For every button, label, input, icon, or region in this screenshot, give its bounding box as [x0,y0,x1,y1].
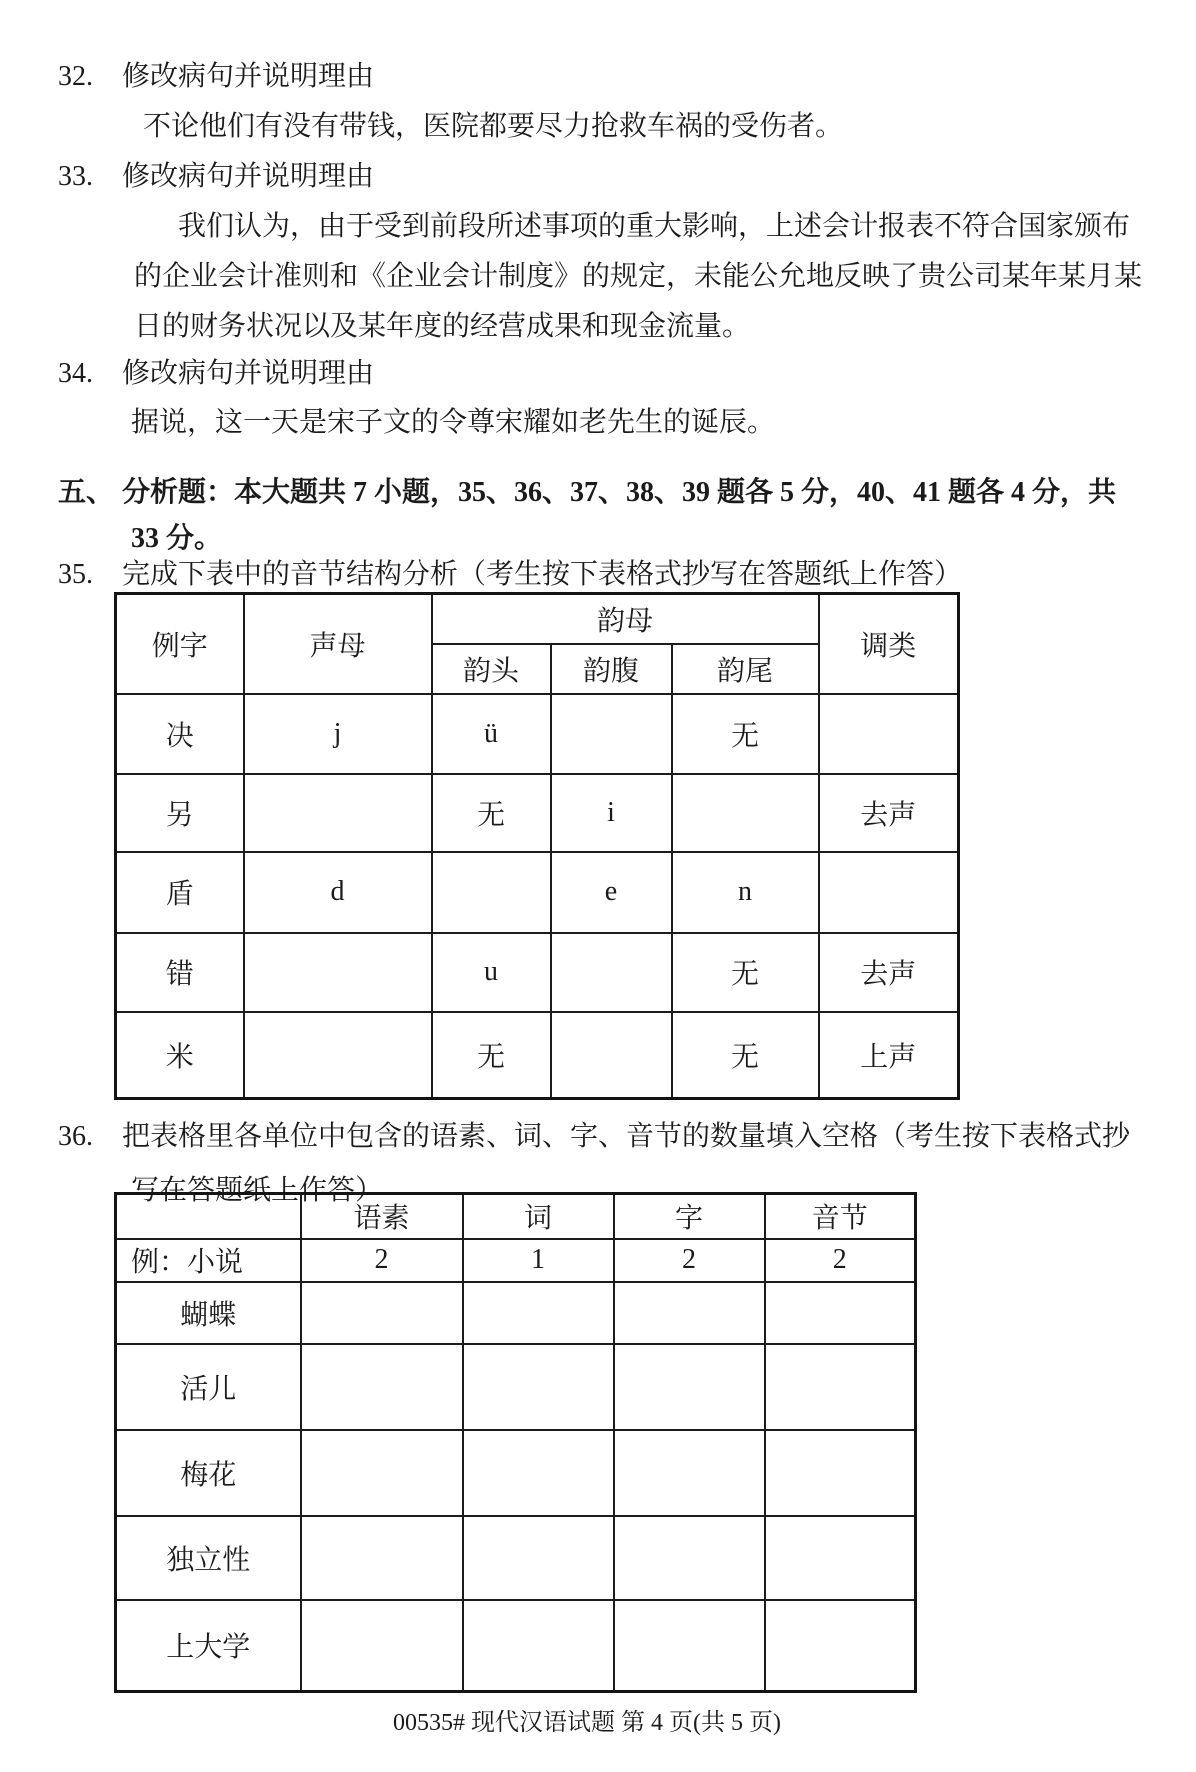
table-cell: 2 [301,1239,463,1282]
table-cell: 米 [116,1012,244,1099]
table-row [116,1012,959,1099]
table-cell: 上声 [819,1012,959,1099]
table-row [116,933,959,1012]
question-34-number: 34. [58,358,93,389]
section-5-heading-line-1 [58,476,1116,510]
question-33-paragraph-line-1: 我们认为，由于受到前段所述事项的重大影响，上述会计报表不符合国家颁布 [178,211,1131,242]
table-cell [551,1012,672,1099]
table-header-row [116,1194,916,1239]
table-cell: 错 [116,933,244,1012]
table-cell: 无 [672,1012,819,1099]
question-33-paragraph-line-2: 的企业会计准则和《企业会计制度》的规定，未能公允地反映了贵公司某年某月某 [134,261,1143,292]
section-5-heading-line-2: 33 分。 [131,523,223,554]
table-row [116,774,959,852]
section-5-text: 分析题：本大题共 7 小题，35、36、37、38、39 题各 5 分，40、41 题各 4 分，共 [122,477,1117,508]
column-header-example-char: 例字 [116,594,244,694]
table-cell [301,1430,463,1516]
table-cell [614,1282,765,1344]
table-cell [301,1344,463,1430]
table-cell [463,1516,614,1600]
table-cell [301,1600,463,1692]
column-header-tone: 调类 [819,594,959,694]
table-cell [765,1344,916,1430]
table-cell [463,1600,614,1692]
section-5-number: 五、 [58,477,115,508]
row-label: 梅花 [116,1430,301,1516]
question-32-number: 32. [58,61,93,92]
table-cell [765,1600,916,1692]
table-cell [301,1282,463,1344]
row-label: 上大学 [116,1600,301,1692]
table-cell [819,694,959,774]
question-33-paragraph-line-3: 日的财务状况以及某年度的经营成果和现金流量。 [134,311,751,342]
question-32-sentence: 不论他们有没有带钱，医院都要尽力抢救车祸的受伤者。 [143,111,844,142]
table-cell [614,1600,765,1692]
table-cell: 无 [432,1012,551,1099]
column-header-final-tail: 韵尾 [672,644,819,694]
row-label: 活儿 [116,1344,301,1430]
table-cell: u [432,933,551,1012]
table-cell [244,774,432,852]
question-35-number: 35. [58,559,93,590]
table-cell: 决 [116,694,244,774]
column-header-morpheme: 语素 [301,1194,463,1239]
syllable-structure-table [114,592,960,1100]
table-row [116,1430,916,1516]
column-header-final-head: 韵头 [432,644,551,694]
table-cell [463,1282,614,1344]
question-33-title: 修改病句并说明理由 [122,161,375,192]
question-34-title: 修改病句并说明理由 [122,358,375,389]
table-cell [432,852,551,933]
page-footer: 00535# 现代汉语试题 第 4 页(共 5 页) [393,1710,781,1736]
question-36-number: 36. [58,1121,93,1152]
table-row [116,694,959,774]
table-cell: e [551,852,672,933]
table-cell: 1 [463,1239,614,1282]
question-35-title: 完成下表中的音节结构分析（考生按下表格式抄写在答题纸上作答） [122,559,963,590]
column-header-blank [116,1194,301,1239]
table-cell: 另 [116,774,244,852]
table-cell: n [672,852,819,933]
table-header-row [116,594,959,644]
question-36-heading [58,1120,1130,1154]
table-cell [819,852,959,933]
table-cell [551,694,672,774]
table-cell [244,1012,432,1099]
table-cell [614,1516,765,1600]
row-label: 例：小说 [116,1239,301,1282]
table-cell: 去声 [819,933,959,1012]
table-cell [765,1282,916,1344]
column-header-initial: 声母 [244,594,432,694]
question-32-title: 修改病句并说明理由 [122,61,375,92]
table-cell: i [551,774,672,852]
table-cell: 2 [765,1239,916,1282]
column-header-final-group: 韵母 [432,594,819,644]
question-33-number: 33. [58,161,93,192]
table-cell: j [244,694,432,774]
question-34-sentence: 据说，这一天是宋子文的令尊宋耀如老先生的诞辰。 [131,407,776,438]
question-36-title-line-1: 把表格里各单位中包含的语素、词、字、音节的数量填入空格（考生按下表格式抄 [122,1121,1131,1152]
table-cell: ü [432,694,551,774]
table-cell [765,1430,916,1516]
table-row [116,1600,916,1692]
table-cell [765,1516,916,1600]
table-cell: 无 [432,774,551,852]
table-cell [244,933,432,1012]
question-32-heading [58,60,374,94]
table-cell: 去声 [819,774,959,852]
table-cell [551,933,672,1012]
table-row [116,1282,916,1344]
table-row [116,1344,916,1430]
table-cell: 无 [672,933,819,1012]
question-35-heading [58,558,962,592]
table-row [116,852,959,933]
question-33-heading [58,160,374,194]
column-header-character: 字 [614,1194,765,1239]
example-row [116,1239,916,1282]
question-34-heading [58,357,374,391]
table-cell: 无 [672,694,819,774]
column-header-syllable: 音节 [765,1194,916,1239]
table-cell [301,1516,463,1600]
row-label: 独立性 [116,1516,301,1600]
table-cell: d [244,852,432,933]
table-cell [463,1344,614,1430]
column-header-final-belly: 韵腹 [551,644,672,694]
column-header-word: 词 [463,1194,614,1239]
table-cell [614,1344,765,1430]
table-cell: 2 [614,1239,765,1282]
question-36-title-line-2: 写在答题纸上作答） [131,1175,384,1206]
table-cell: 盾 [116,852,244,933]
row-label: 蝴蝶 [116,1282,301,1344]
table-row [116,1516,916,1600]
table-cell [614,1430,765,1516]
table-cell [672,774,819,852]
table-cell [463,1430,614,1516]
unit-count-table [114,1192,917,1693]
